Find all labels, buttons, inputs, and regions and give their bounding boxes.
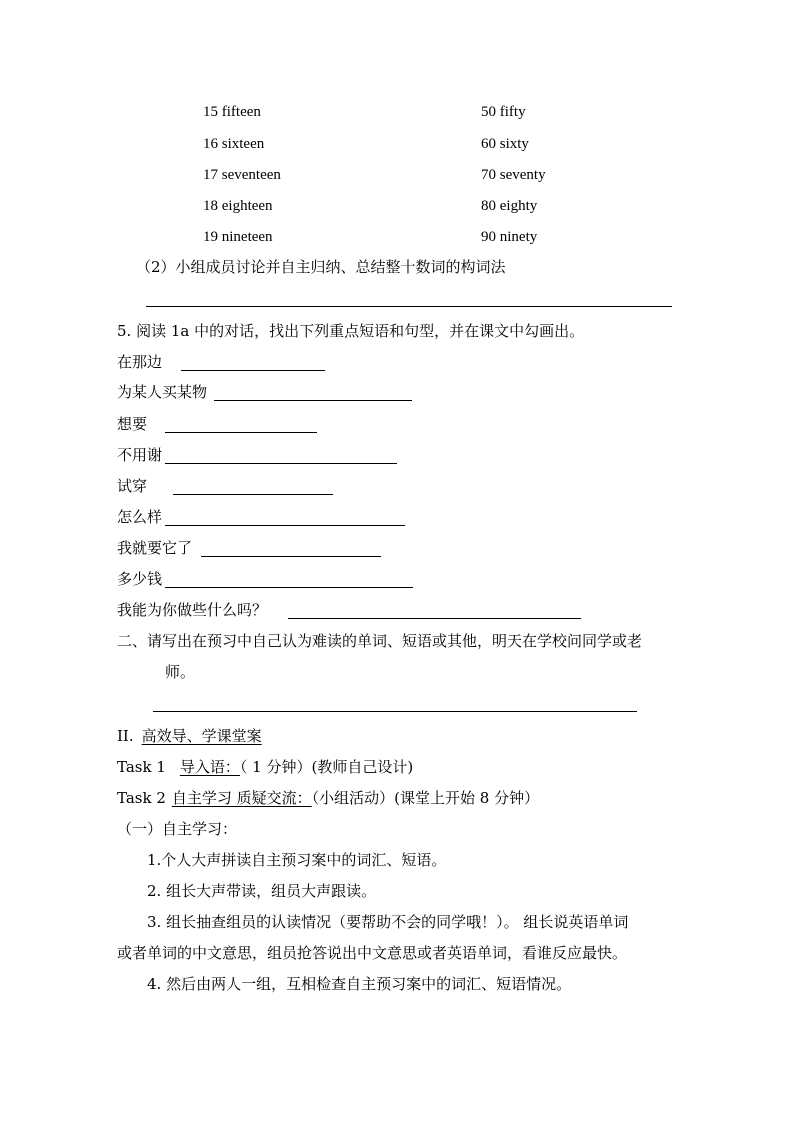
number-word-18: 18 eighteen bbox=[203, 198, 273, 214]
phrase-want: 想要 bbox=[117, 415, 148, 433]
task-2-detail: （小组活动）(课堂上开始 8 分钟） bbox=[311, 789, 540, 807]
phrase-buy-for: 为某人买某物 bbox=[117, 383, 208, 401]
task-2 bbox=[117, 791, 539, 806]
number-word-90: 90 ninety bbox=[481, 229, 538, 245]
phrase-can-i-help: 我能为你做些什么吗？ bbox=[117, 601, 268, 619]
answer-blank-phrase-1[interactable] bbox=[181, 370, 325, 371]
number-word-19: 19 nineteen bbox=[203, 229, 273, 245]
step-3-line-1: 3. 组长抽查组员的认读情况（要帮助不会的同学哦！）。 组长说英语单词 bbox=[147, 913, 629, 931]
number-word-80: 80 eighty bbox=[481, 198, 538, 214]
answer-blank-phrase-4[interactable] bbox=[165, 463, 397, 464]
phrase-over-there: 在那边 bbox=[117, 353, 163, 371]
answer-blank-phrase-5[interactable] bbox=[173, 494, 333, 495]
task-1-detail: （ 1 分钟）(教师自己设计) bbox=[239, 758, 414, 776]
number-word-16: 16 sixteen bbox=[203, 136, 265, 152]
answer-blank-phrase-8[interactable] bbox=[165, 587, 413, 588]
part-2-title: 高效导、学课堂案 bbox=[141, 727, 262, 745]
answer-blank-phrase-9[interactable] bbox=[288, 618, 581, 619]
step-4: 4. 然后由两人一组，互相检查自主预习案中的词汇、短语情况。 bbox=[147, 975, 572, 993]
subsection-self-study: （一）自主学习： bbox=[117, 820, 238, 838]
number-word-50: 50 fifty bbox=[481, 104, 526, 120]
phrase-try-on: 试穿 bbox=[117, 477, 148, 495]
number-word-15: 15 fifteen bbox=[203, 104, 261, 120]
task-1 bbox=[117, 760, 413, 775]
part-2-prefix: II. bbox=[117, 727, 134, 745]
question-2: （2）小组成员讨论并自主归纳、总结整十数词的构词法 bbox=[136, 258, 506, 276]
task-2-label: Task 2 bbox=[117, 789, 166, 807]
task-2-title: 自主学习 质疑交流： bbox=[171, 789, 312, 807]
answer-blank-section-2[interactable] bbox=[153, 711, 637, 712]
phrase-no-thanks: 不用谢 bbox=[117, 446, 163, 464]
number-word-60: 60 sixty bbox=[481, 136, 529, 152]
step-2: 2. 组长大声带读，组员大声跟读。 bbox=[147, 882, 377, 900]
step-1: 1.个人大声拼读自主预习案中的词汇、短语。 bbox=[147, 851, 447, 869]
phrase-take-it: 我就要它了 bbox=[117, 539, 193, 557]
task-1-title: 导入语： bbox=[179, 758, 240, 776]
answer-blank-phrase-2[interactable] bbox=[214, 400, 412, 401]
step-3-line-2: 或者单词的中文意思，组员抢答说出中文意思或者英语单词，看谁反应最快。 bbox=[117, 944, 628, 962]
task-1-label: Task 1 bbox=[117, 758, 166, 776]
question-5: 5. 阅读 1a 中的对话，找出下列重点短语和句型，并在课文中勾画出。 bbox=[117, 322, 585, 340]
phrase-how-much: 多少钱 bbox=[117, 570, 163, 588]
section-2-line-2: 师。 bbox=[165, 663, 196, 681]
answer-blank-phrase-6[interactable] bbox=[165, 525, 405, 526]
part-2-heading bbox=[117, 729, 262, 744]
number-word-70: 70 seventy bbox=[481, 167, 546, 183]
answer-blank-phrase-3[interactable] bbox=[165, 432, 317, 433]
phrase-how-about: 怎么样 bbox=[117, 508, 163, 526]
number-word-17: 17 seventeen bbox=[203, 167, 281, 183]
section-2-line-1: 二、请写出在预习中自己认为难读的单词、短语或其他，明天在学校问同学或老 bbox=[117, 632, 643, 650]
answer-blank-phrase-7[interactable] bbox=[201, 556, 381, 557]
answer-blank-q2[interactable] bbox=[146, 306, 672, 307]
